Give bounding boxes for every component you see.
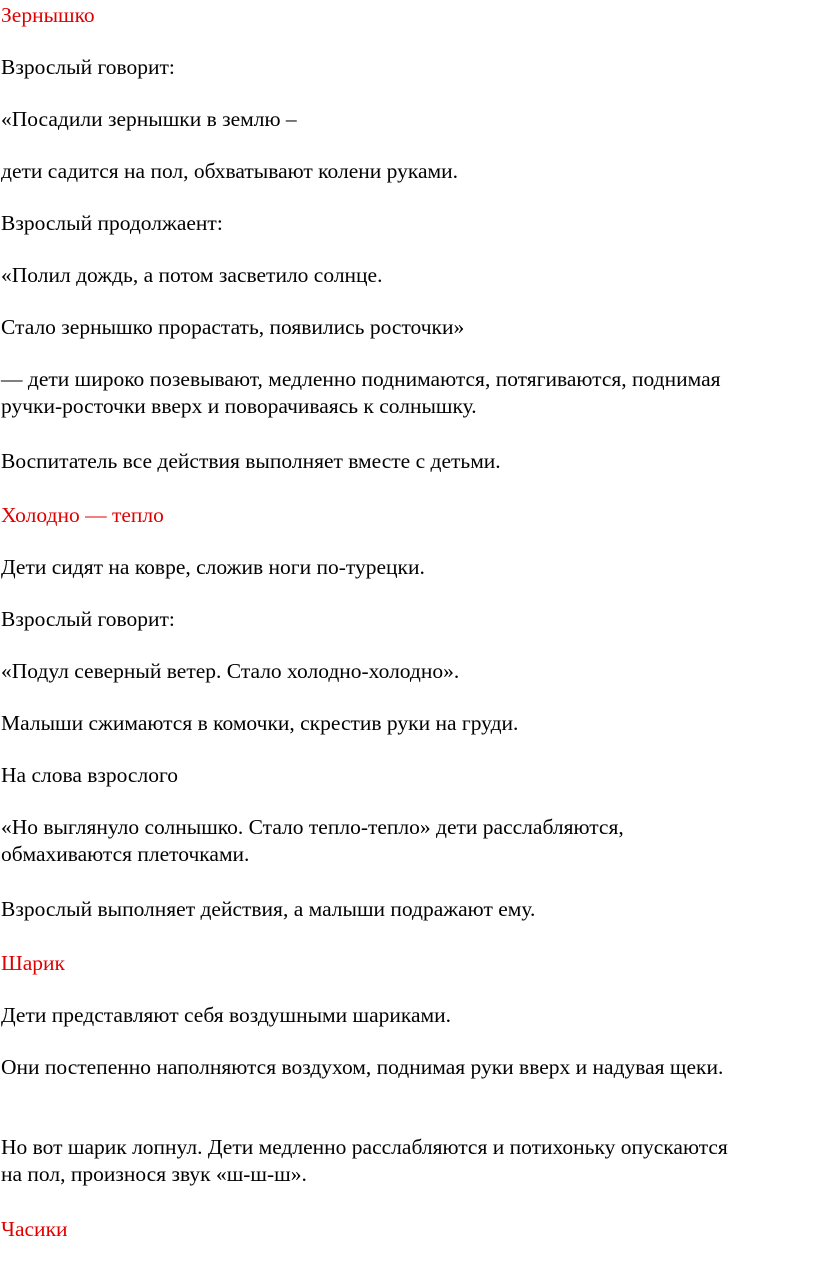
paragraph: Взрослый выполняет действия, а малыши подражают ему.	[1, 897, 536, 921]
paragraph: Дети сидят на ковре, сложив ноги по-турецки.	[1, 555, 425, 579]
paragraph: Взрослый говорит:	[1, 55, 175, 79]
paragraph: — дети широко позевывают, медленно поднимаются, потягиваются, поднимая ручки-росточки вверх и поворачиваясь к солнышку.	[1, 367, 721, 418]
paragraph: Но вот шарик лопнул. Дети медленно расслабляются и потихоньку опускаются на пол, произнося звук «ш-ш-ш».	[1, 1135, 728, 1186]
paragraph: Стало зернышко прорастать, появились росточки»	[1, 315, 465, 339]
paragraph: На слова взрослого	[1, 763, 178, 787]
paragraph: Взрослый говорит:	[1, 607, 175, 631]
paragraph: Воспитатель все действия выполняет вместе с детьми.	[1, 449, 501, 473]
paragraph: «Подул северный ветер. Стало холодно-холодно».	[1, 659, 460, 683]
paragraph: Взрослый продолжаент:	[1, 211, 223, 235]
paragraph: «Но выглянуло солнышко. Стало тепло-тепло» дети расслабляются, обмахиваются плеточками.	[1, 815, 624, 866]
paragraph: «Посадили зернышки в землю –	[1, 107, 297, 131]
paragraph: Малыши сжимаются в комочки, скрестив руки на груди.	[1, 711, 519, 735]
section-title-sharik: Шарик	[1, 951, 65, 975]
paragraph: дети садится на пол, обхватывают колени руками.	[1, 159, 459, 183]
section-title-chasiki: Часики	[1, 1217, 68, 1241]
paragraph: Они постепенно наполняются воздухом, поднимая руки вверх и надувая щеки.	[1, 1055, 724, 1079]
section-title-kholodno-teplo: Холодно — тепло	[1, 503, 164, 527]
paragraph: Дети представляют себя воздушными шариками.	[1, 1003, 452, 1027]
section-title-zernyshko: Зернышко	[1, 3, 95, 27]
paragraph: «Полил дождь, а потом засветило солнце.	[1, 263, 383, 287]
